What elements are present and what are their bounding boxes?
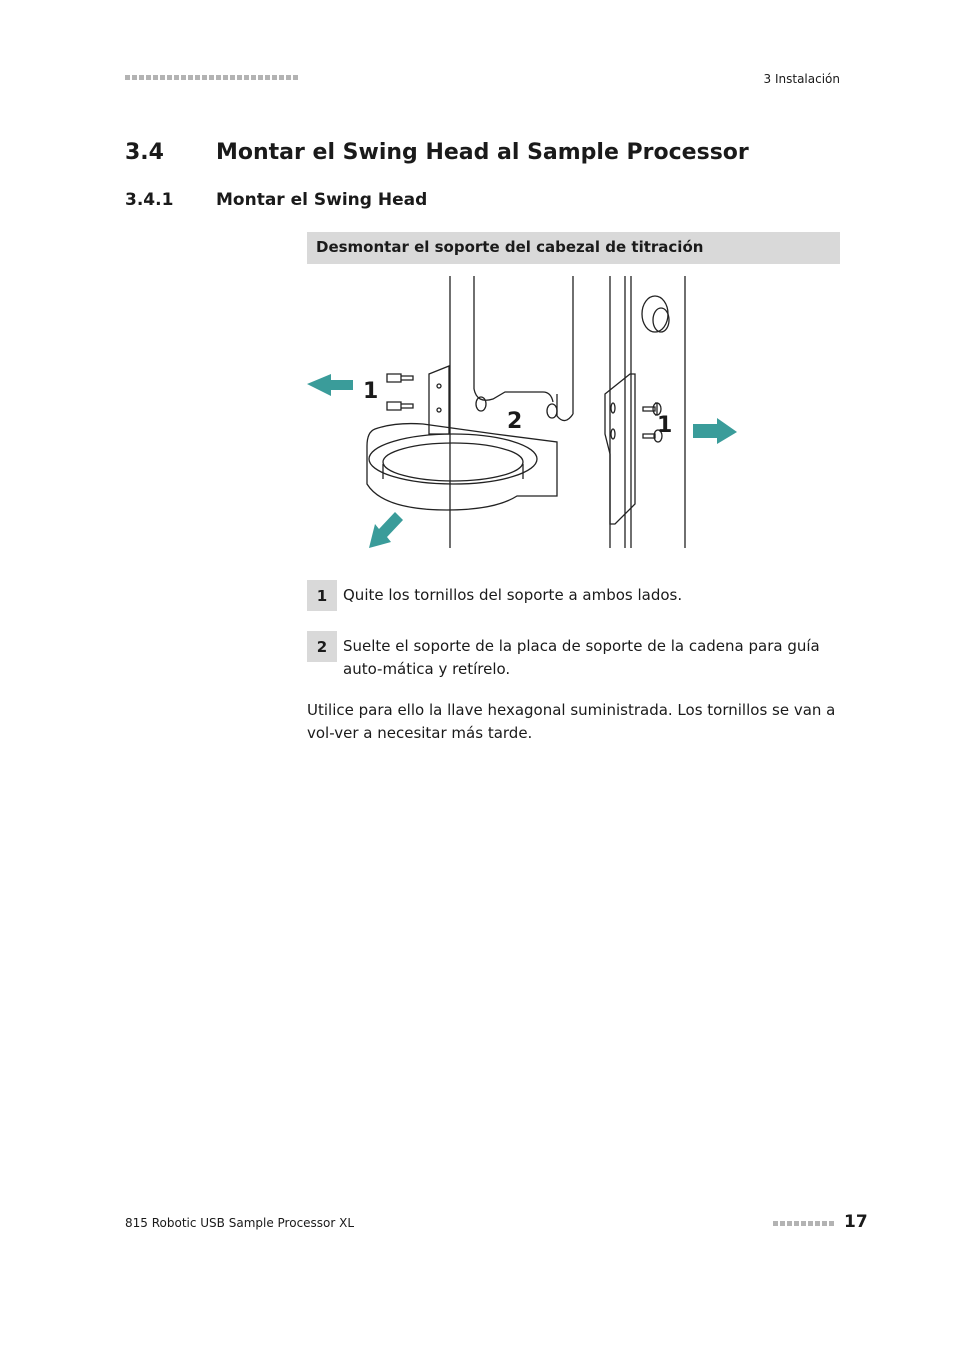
header-decoration bbox=[125, 75, 298, 80]
callout-1-right: 1 bbox=[657, 413, 673, 438]
footer-product: 815 Robotic USB Sample Processor XL bbox=[125, 1216, 355, 1230]
callout-2: 2 bbox=[507, 409, 523, 434]
section-heading bbox=[125, 140, 749, 165]
callout-1-left: 1 bbox=[363, 379, 379, 404]
step-1 bbox=[307, 580, 840, 611]
subsection-title: Montar el Swing Head bbox=[216, 190, 428, 210]
procedure-banner: Desmontar el soporte del cabezal de titración bbox=[307, 232, 840, 264]
step-number: 1 bbox=[307, 580, 337, 611]
subsection-heading bbox=[125, 190, 427, 210]
step-number: 2 bbox=[307, 631, 337, 662]
section-number: 3.4 bbox=[125, 140, 164, 165]
note-paragraph: Utilice para ello la llave hexagonal suministrada. Los tornillos se van a vol-ver a necesitar más tarde. bbox=[307, 701, 836, 742]
footer-decoration bbox=[773, 1221, 834, 1226]
section-title: Montar el Swing Head al Sample Processor bbox=[216, 140, 749, 165]
subsection-number: 3.4.1 bbox=[125, 190, 174, 210]
step-2 bbox=[307, 631, 840, 681]
chapter-header: 3 Instalación bbox=[763, 72, 840, 86]
step-text: Quite los tornillos del soporte a ambos lados. bbox=[343, 586, 683, 604]
mounting-illustration bbox=[305, 274, 745, 550]
page-number: 17 bbox=[844, 1212, 868, 1232]
step-text: Suelte el soporte de la placa de soporte de la cadena para guía auto-mática y retírelo. bbox=[343, 637, 820, 678]
